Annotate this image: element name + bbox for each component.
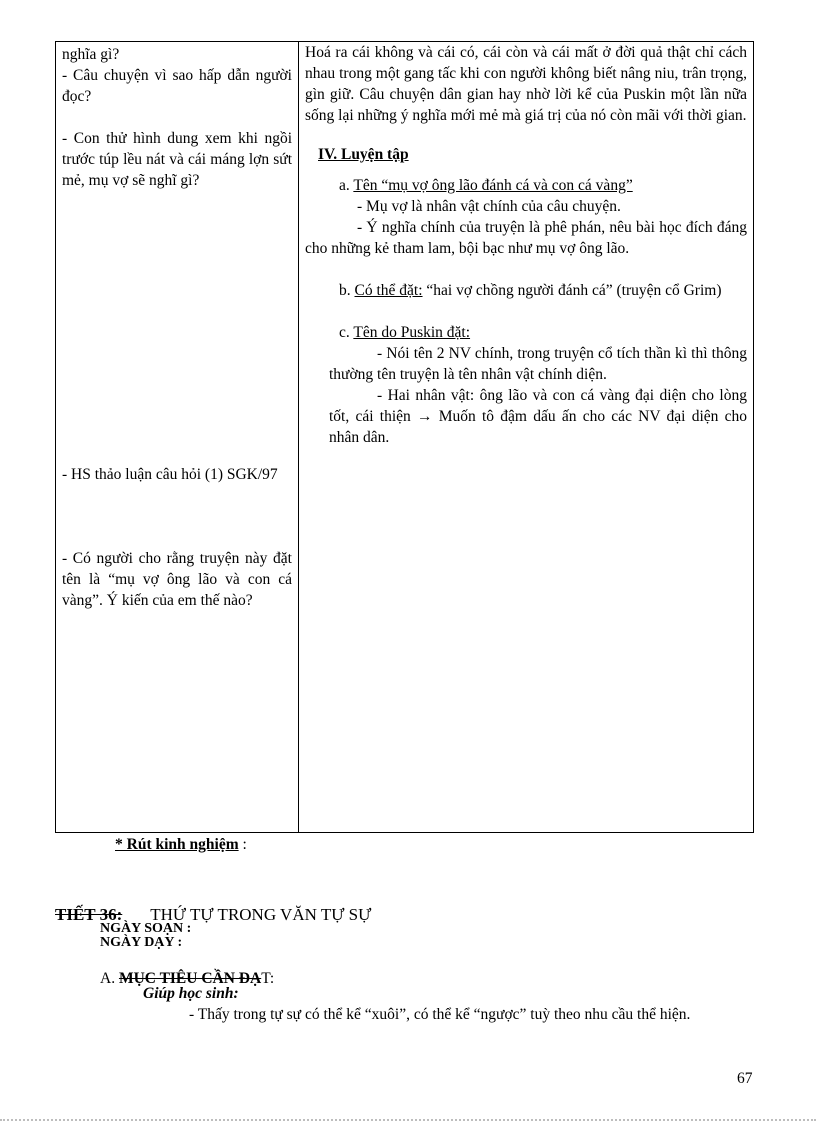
question-1: nghĩa gì? [62, 46, 120, 63]
ngay-day: NGÀY DẠY : [100, 935, 183, 950]
intro-paragraph: Hoá ra cái không và cái có, cái còn và cái mất ở đời quả thật chỉ cách nhau trong một gang tấc khi con người không biết nâng niu, trân trọng, gìn giữ. Câu chuyện dân gian hay nhờ lời kể của Puskin một lần nữa sống lại những ý nghĩa mới mẻ mà giá trị của nó còn mãi với thời gian. [305, 44, 747, 124]
item-c-heading [305, 322, 747, 343]
item-c-point-2-text: - Hai nhân vật: ông lão và con cá vàng đại diện cho lòng tốt, cái thiện [329, 387, 747, 425]
lesson-table [55, 41, 754, 833]
tiet-label: TIẾT 36: [55, 905, 123, 924]
ngay-soan: NGÀY SOẠN : [100, 921, 192, 936]
question-5: - Có người cho rằng truyện này đặt tên là “mụ vợ ông lão và con cá vàng”. Ý kiến của em thế nào? [62, 550, 292, 609]
section-a-title-end: T: [261, 970, 275, 987]
arrow-right-icon: → [417, 408, 433, 425]
rut-kinh-nghiem [115, 834, 247, 855]
item-a-label: a. [339, 177, 354, 194]
page-number: 67 [737, 1070, 753, 1087]
rut-kinh-nghiem-label: * Rút kinh nghiệm [115, 836, 239, 853]
section-a-prefix: A. [100, 970, 119, 987]
giup-hoc-sinh: Giúp học sinh: [143, 985, 239, 1002]
question-4: - HS thảo luận câu hỏi (1) SGK/97 [62, 466, 278, 483]
item-b-label: b. [339, 282, 355, 299]
content-column [299, 42, 754, 833]
item-c-point-2-text-end: Muốn tô đậm dấu ấn cho các NV đại diện cho nhân dân. [329, 408, 747, 446]
item-c-point-1: - Nói tên 2 NV chính, trong truyện cổ tích thần kì thì thông thường tên truyện là tên nhân vật chính diện. [329, 345, 747, 383]
item-b-text: “hai vợ chồng người đánh cá” (truyện cổ Grim) [422, 282, 722, 299]
item-a-point-1: - Mụ vợ là nhân vật chính của câu chuyện. [357, 198, 621, 215]
item-c-label: c. [339, 324, 354, 341]
section-a-title: MỤC TIÊU CẦN ĐẠ [118, 970, 262, 987]
item-b [305, 280, 747, 301]
objective-text: - Thấy trong tự sự có thể kể “xuôi”, có thể kể “ngược” tuỳ theo nhu cầu thể hiện. [189, 1006, 691, 1023]
section-luyen-tap: IV. Luyện tập [318, 146, 409, 163]
item-a-title: Tên “mụ vợ ông lão đánh cá và con cá vàng” [353, 177, 633, 194]
activity-column [56, 42, 299, 833]
item-a-heading [305, 175, 747, 196]
item-c-point-2 [305, 385, 747, 448]
question-3: - Con thử hình dung xem khi ngồi trước túp lều nát và cái máng lợn sứt mẻ, mụ vợ sẽ nghĩ gì? [62, 130, 292, 189]
rut-kinh-nghiem-colon: : [238, 836, 247, 853]
item-a-point-2: - Ý nghĩa chính của truyện là phê phán, nêu bài học đích đáng cho những kẻ tham lam, bội bạc như mụ vợ ông lão. [305, 219, 747, 257]
page-bottom-border [0, 1119, 816, 1121]
item-c-title: Tên do Puskin đặt: [353, 324, 471, 341]
question-2: - Câu chuyện vì sao hấp dẫn người đọc? [62, 67, 292, 105]
item-b-title: Có thể đặt: [354, 282, 423, 299]
lesson-title: THỨ TỰ TRONG VĂN TỰ SỰ [150, 905, 372, 924]
